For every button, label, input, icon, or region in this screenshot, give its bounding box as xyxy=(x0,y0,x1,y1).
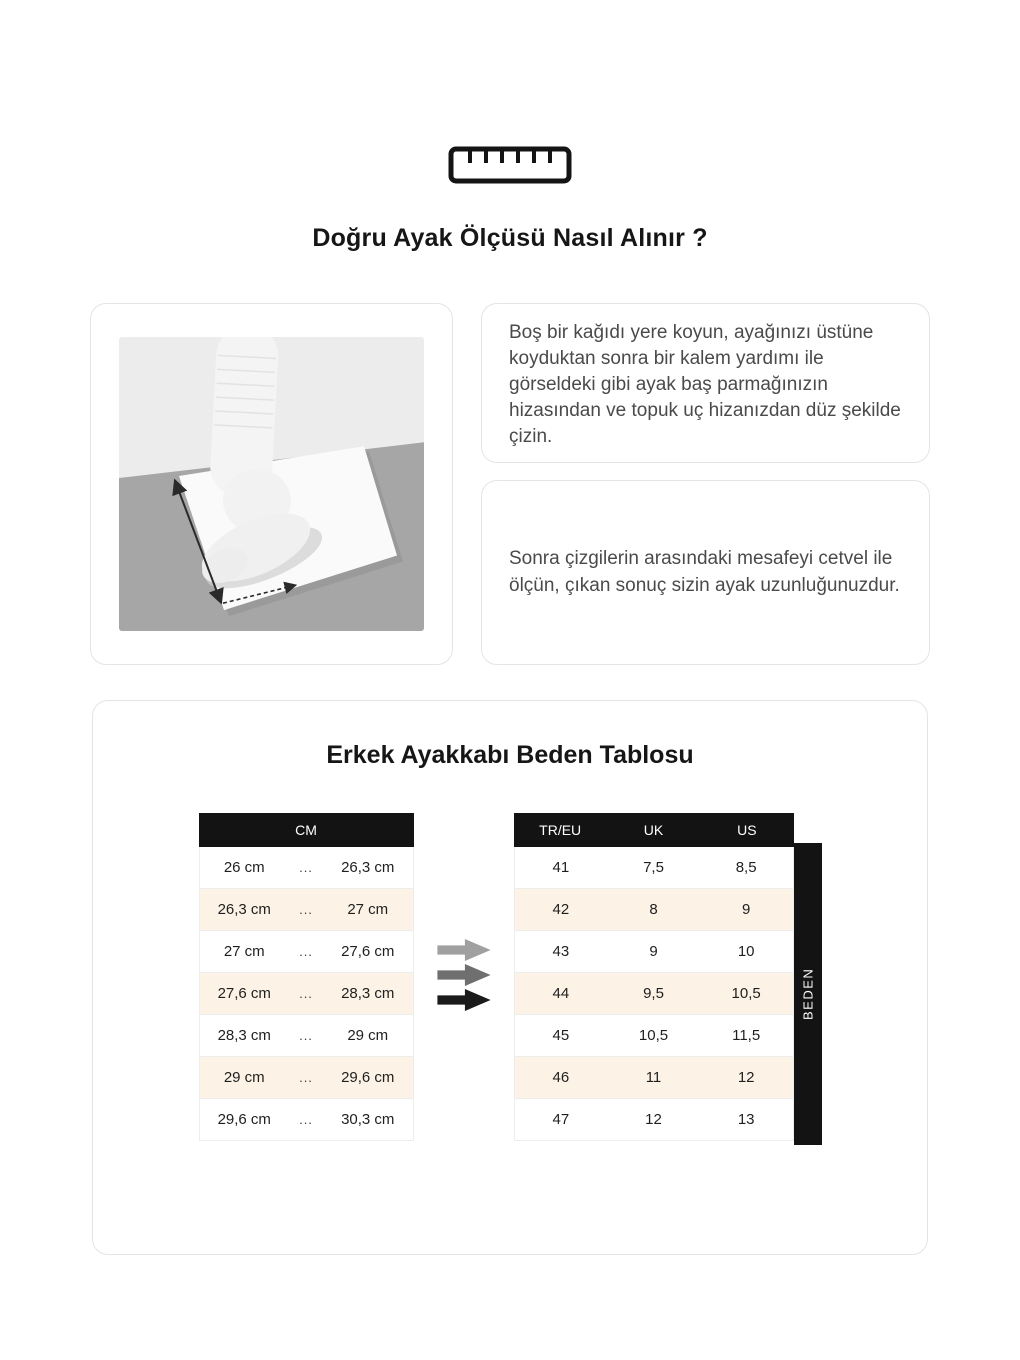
table-row xyxy=(200,973,413,1015)
table-cell: ... xyxy=(299,902,313,917)
table-cell: 29 cm xyxy=(347,1027,389,1044)
size-table xyxy=(514,813,794,1141)
table-cell: 45 xyxy=(552,1027,570,1044)
table-cell: 13 xyxy=(737,1111,755,1128)
table-cell: 27,6 cm xyxy=(341,943,395,960)
table-row xyxy=(515,931,793,973)
table-cell: 28,3 cm xyxy=(217,1027,271,1044)
table-cell: 26 cm xyxy=(223,859,265,876)
instruction-step-1-card xyxy=(481,303,930,463)
instruction-step-2-text: Sonra çizgilerin arasındaki mesafeyi cetvel ile ölçün, çıkan sonuç sizin ayak uzunluğunuzdur. xyxy=(509,548,900,596)
size-chart-card xyxy=(92,700,928,1255)
size-table-header-uk: UK xyxy=(643,822,664,838)
table-row xyxy=(200,1015,413,1057)
table-cell: 44 xyxy=(552,985,570,1002)
table-cell: 27 cm xyxy=(347,901,389,918)
table-cell: 30,3 cm xyxy=(341,1111,395,1128)
table-row xyxy=(200,1099,413,1141)
page-title: Doğru Ayak Ölçüsü Nasıl Alınır ? xyxy=(312,224,708,252)
size-chart-title: Erkek Ayakkabı Beden Tablosu xyxy=(326,741,694,769)
instruction-step-2-card xyxy=(481,480,930,665)
table-cell: 12 xyxy=(645,1111,662,1128)
cm-table xyxy=(199,813,414,1141)
table-cell: 27 cm xyxy=(223,943,265,960)
table-cell: 12 xyxy=(737,1069,755,1086)
cm-table-header: CM xyxy=(199,813,414,847)
table-cell: 11,5 xyxy=(732,1027,761,1044)
table-cell: 10 xyxy=(737,943,755,960)
table-cell: ... xyxy=(299,860,313,875)
beden-side-label: BEDEN xyxy=(794,843,822,1145)
table-row xyxy=(200,889,413,931)
cm-table-rows xyxy=(199,847,414,1141)
table-cell: 28,3 cm xyxy=(341,985,395,1002)
instruction-steps xyxy=(481,303,930,665)
table-cell: 43 xyxy=(552,943,570,960)
table-cell: 8 xyxy=(649,901,658,918)
table-row xyxy=(515,1015,793,1057)
foot-measurement-image-card xyxy=(90,303,453,665)
table-cell: ... xyxy=(299,1028,313,1043)
table-row xyxy=(515,847,793,889)
table-row xyxy=(515,889,793,931)
table-cell: 9 xyxy=(649,943,658,960)
table-row xyxy=(200,931,413,973)
table-cell: 29 cm xyxy=(223,1069,265,1086)
table-cell: 46 xyxy=(552,1069,570,1086)
ruler-icon xyxy=(0,0,1020,184)
table-cell: 47 xyxy=(552,1111,570,1128)
table-cell: 29,6 cm xyxy=(217,1111,271,1128)
table-row xyxy=(200,1057,413,1099)
table-cell: 29,6 cm xyxy=(341,1069,395,1086)
size-tables xyxy=(93,813,927,1141)
size-table-header xyxy=(514,813,794,847)
table-cell: 10,5 xyxy=(731,985,761,1002)
table-row xyxy=(515,1099,793,1141)
size-table-rows xyxy=(514,847,794,1141)
table-cell: 11 xyxy=(645,1069,662,1086)
table-cell: 9,5 xyxy=(643,985,664,1002)
table-row xyxy=(200,847,413,889)
table-cell: 26,3 cm xyxy=(217,901,271,918)
table-cell: ... xyxy=(299,1112,313,1127)
table-cell: 10,5 xyxy=(638,1027,669,1044)
size-table-wrap xyxy=(514,813,822,1141)
table-cell: ... xyxy=(299,944,313,959)
table-cell: 8,5 xyxy=(735,859,757,876)
table-row xyxy=(515,1057,793,1099)
foot-measurement-illustration xyxy=(119,337,424,631)
table-cell: 26,3 cm xyxy=(341,859,395,876)
table-cell: 27,6 cm xyxy=(217,985,271,1002)
instruction-step-1-text: Boş bir kağıdı yere koyun, ayağınızı üstüne koyduktan sonra bir kalem yardımı ile görseldeki gibi ayak baş parmağınızın hizasından ve topuk uç hizanızdan düz şekilde çizin. xyxy=(509,322,901,448)
table-cell: 7,5 xyxy=(643,859,664,876)
size-table-header-us: US xyxy=(737,822,757,838)
table-row xyxy=(515,973,793,1015)
size-table-header-treu: TR/EU xyxy=(539,822,582,838)
table-cell: 41 xyxy=(552,859,570,876)
table-cell: 9 xyxy=(741,901,751,918)
conversion-arrows-icon xyxy=(414,939,514,1011)
table-cell: 42 xyxy=(552,901,570,918)
measurement-section xyxy=(90,303,930,665)
table-cell: ... xyxy=(299,1070,313,1085)
table-cell: ... xyxy=(299,986,313,1001)
